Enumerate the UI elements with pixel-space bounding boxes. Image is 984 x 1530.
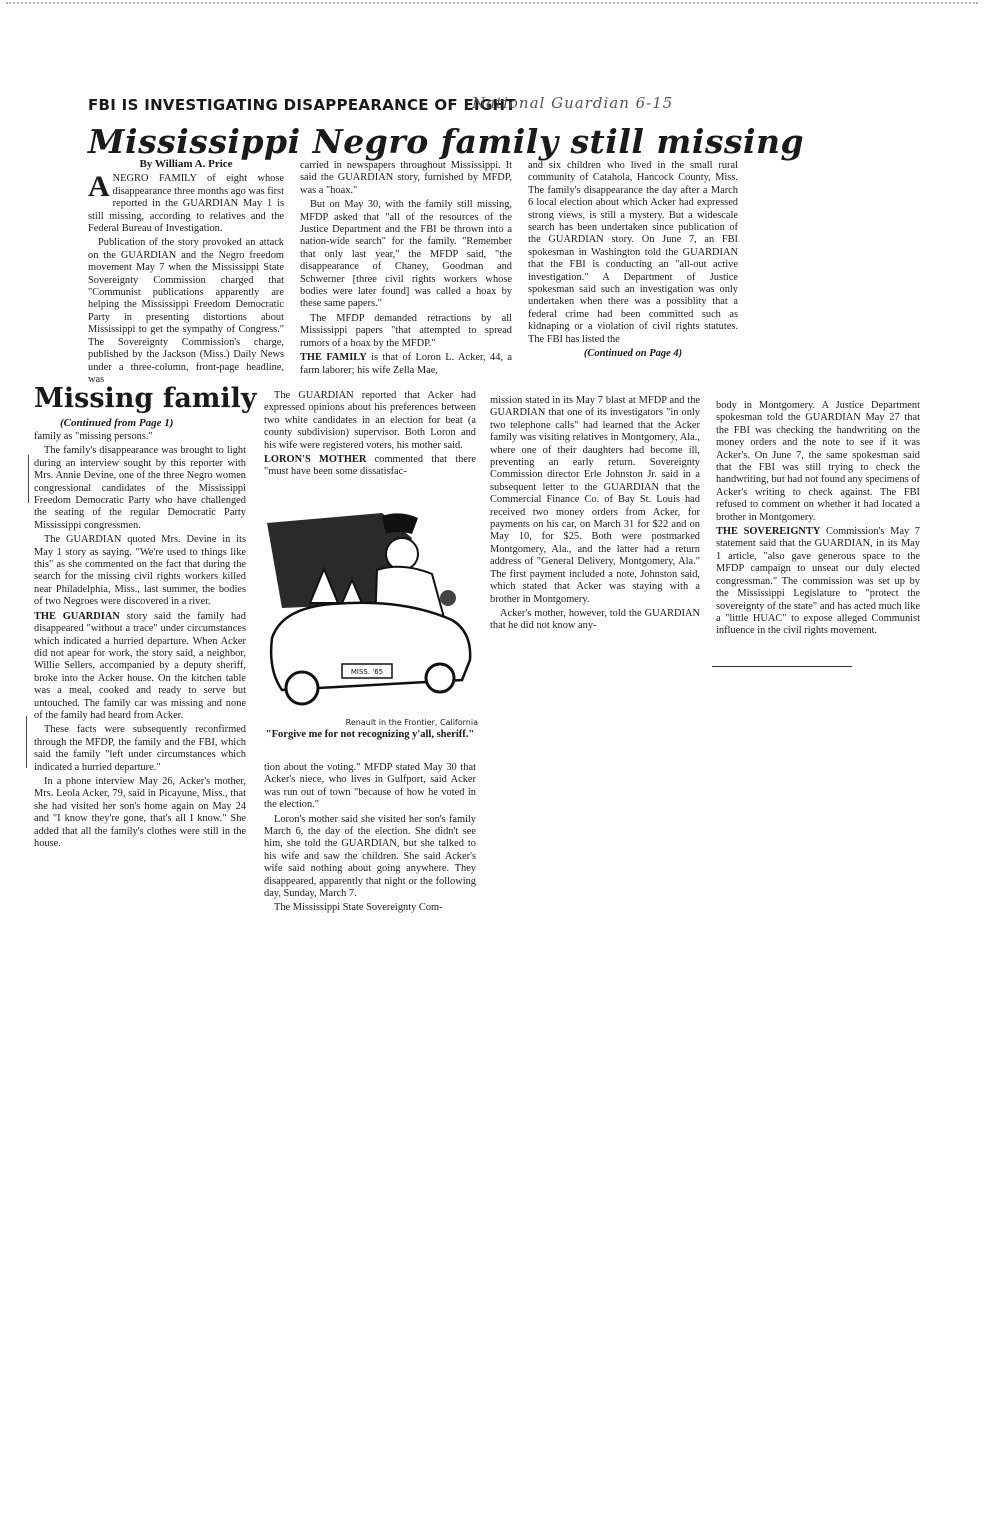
jump-column-4 [716,400,920,640]
margin-mark [28,455,29,503]
jump-paragraph: THE GUARDIAN story said the family had disappeared "without a trace" under circumstances which indicated a hurried departure. When Acker did not apear for work, the story said, a neighbor, Willie Sellers, accompanied by a deputy sheriff, broke into the Acker house. On the kitchen table was a meal, cooked and ready to serve but untouched. The family car was missing and none of the family had heard from Acker. [34,610,246,721]
jump-column-3 [490,395,700,635]
jump-column-2-top [264,390,476,481]
main-headline: Mississippi Negro family still missing [88,122,805,161]
car-wheel [426,664,454,692]
handwritten-note: National Guardian 6-15 [472,94,674,112]
sheriff-head [386,538,418,570]
jump-column-2-bottom [264,762,476,917]
editorial-cartoon [262,508,478,716]
drop-cap: A [88,170,110,204]
jump-paragraph: Loron's mother said she visited her son's family March 6, the day of the election. She didn't see him, she told the GUARDIAN, but she talked to his wife and saw the children. She said Acker's wife said nothing about going anywhere. They disappeared, apparently that night or the following day, Sunday, March 7. [264,813,476,900]
front-paragraph: Publication of the story provoked an attack on the GUARDIAN and the Negro freedom movement May 7 when the Mississippi State Sovereignty Commission charged that "Communist publications apparently are helping the Mississippi Freedom Democratic Party in presenting distortions about Mississippi to get the sympathy of Congress." The Sovereignty Commission's charge, published by the Jackson (Miss.) Daily News under a three-column, front-page headline, was [88,237,284,385]
front-paragraph: and six children who lived in the small rural community of Catahola, Hancock County, Miss. The family's disappearance the day after a March 6 local election about which Acker had expressed strong views, is still a mystery. But a widescale search has been undertaken since publication of the GUARDIAN story. On June 7, an FBI spokesman in Washington told the GUARDIAN that the FBI is conducting an "all-out active investigation." A Department of Justice spokesman said such an investigation was only undertaken when there was a possiblity that a federal crime had been committed such as kidnaping or a violation of civil rights statutes. The FBI has listed the [528,160,738,345]
front-column-2 [300,160,512,379]
continued-on-page: (Continued on Page 4) [583,348,683,360]
continued-from-page: (Continued from Page 1) [60,417,174,429]
front-paragraph: The MFDP demanded retractions by all Mississippi papers "that attempted to spread rumors of a hoax by the MFDP." [300,312,512,349]
jump-headline: Missing family [34,383,257,414]
front-column-3 [528,160,738,361]
jump-paragraph: In a phone interview May 26, Acker's mother, Mrs. Leola Acker, 79, said in Picayune, Miss., that she had visited her son's home again on May 24 and "I know they're gone, that's all I know." She added that all the family's clothes were still in the house. [34,775,246,849]
jump-paragraph: THE SOVEREIGNTY Commission's May 7 statement said that the GUARDIAN, in its May 1 article, "also gave generous space to the MFDP campaign to unseat our duly elected congressman." The commission was set up by the Mississippi Legislature to "protect the sovereignty of the state" and has acted much like a "little HUAC" to expose alleged Communist influence in the civil rights movement. [716,526,920,637]
car-wheel [286,672,318,704]
jump-paragraph: These facts were subsequently reconfirmed through the MFDP, the family and the FBI, which said the family "left under circumstances which indicated a hurried departure." [34,724,246,773]
license-plate-text: MISS. '65 [350,668,384,676]
jump-paragraph: Acker's mother, however, told the GUARDIAN that he did not know any- [490,607,700,632]
front-paragraph: ANEGRO FAMILY of eight whose disappearance three months ago was first reported in the GUARDIAN May 1 is still missing, according to relatives and the Federal Bureau of Investigation. [88,170,284,235]
jump-paragraph: body in Montgomery. A Justice Department spokesman told the GUARDIAN May 27 that the FBI was checking the handwriting on the money orders and the note to see if it was Acker's. On June 7, the same spokesman said that the FBI was still trying to check the handwriting, but had not found any specimens of Acker's writing to check against. The FBI refused to comment on whether it had located a brother in Montgomery. [716,400,920,523]
end-rule [712,666,852,667]
jump-paragraph: The Mississippi State Sovereignty Com- [274,902,443,914]
sheriff-badge [440,590,456,606]
jump-paragraph: The GUARDIAN reported that Acker had expressed opinions about his preferences between two white candidates in an election for beat (a county subdivision) supervisor. Both Loron and his wife were registered voters, his mother said. [264,390,476,451]
jump-column-1 [34,431,246,852]
front-paragraph: But on May 30, with the family still missing, MFDP asked that "all of the resources of the Justice Department and the FBI be thrown into a nation-wide search" for the family. "Remember that only last year," the MFDP said, "the disappearance of Chaney, Goodman and Schwerner [three civil rights workers whose bodies were later found] was called a hoax by these same papers." [300,199,512,310]
front-paragraph: THE FAMILY is that of Loron L. Acker, 44, a farm laborer; his wife Zella Mae, [300,352,513,376]
cartoon-credit: Renault in the Frontier, California [345,718,478,727]
jump-paragraph: family as "missing persons." [34,431,153,442]
sheriff-hat [382,513,418,534]
margin-mark [26,716,27,768]
jump-paragraph: The family's disappearance was brought to light during an interview sought by this reporter with Mrs. Annie Devine, one of the three Negro women congressional candidates of the Mississippi Freedom Democratic Party who have challenged the seating of the regular Democratic Party Mississippi congressmen. [34,445,246,531]
jump-paragraph: mission stated in its May 7 blast at MFDP and the GUARDIAN that one of its investigators "in only two telephone calls" had learned that the Acker family was visiting relatives in Montgomery, Ala., where one of their daughters had become ill, preventing an early return. Sovereignty Commission director Erle Johnston Jr. said in a subsequent letter to the GUARDIAN that the Commercial Finance Co. of Bay St. Louis had received two money orders from Acker, for payments on his car, on March 31 for $22 and on May 10, for $25. Both were postmarked Montgomery, Ala., and the latter had a return address of "General Delivery, Montgomery, Ala." The first payment included a note, Johnston said, which stated that Acker was staying with a brother in Montgomery. [490,395,700,605]
byline: By William A. Price [139,158,233,170]
jump-paragraph: LORON'S MOTHER commented that there "must have been some dissatisfac- [264,454,476,478]
kicker-headline: FBI IS INVESTIGATING DISAPPEARANCE OF EIGHT [88,96,516,114]
cartoon-caption: "Forgive me for not recognizing y'all, sheriff." [265,729,475,740]
scan-border [6,2,978,4]
jump-paragraph: tion about the voting." MFDP stated May 30 that Acker's niece, who lives in Gulfport, said Acker was run out of town "because of how he voted in the election." [264,762,476,811]
front-column-1 [88,158,284,388]
front-paragraph: carried in newspapers throughout Mississippi. It said the GUARDIAN story, furnished by MFDP, was a "hoax." [300,160,512,196]
jump-paragraph: The GUARDIAN quoted Mrs. Devine in its May 1 story as saying. "We're used to things like this" as she commented on the fact that during the search for the missing civil rights workers killed near Philadelphia, Miss., last summer, the bodies of two Negroes were discovered in a river. [34,534,246,608]
